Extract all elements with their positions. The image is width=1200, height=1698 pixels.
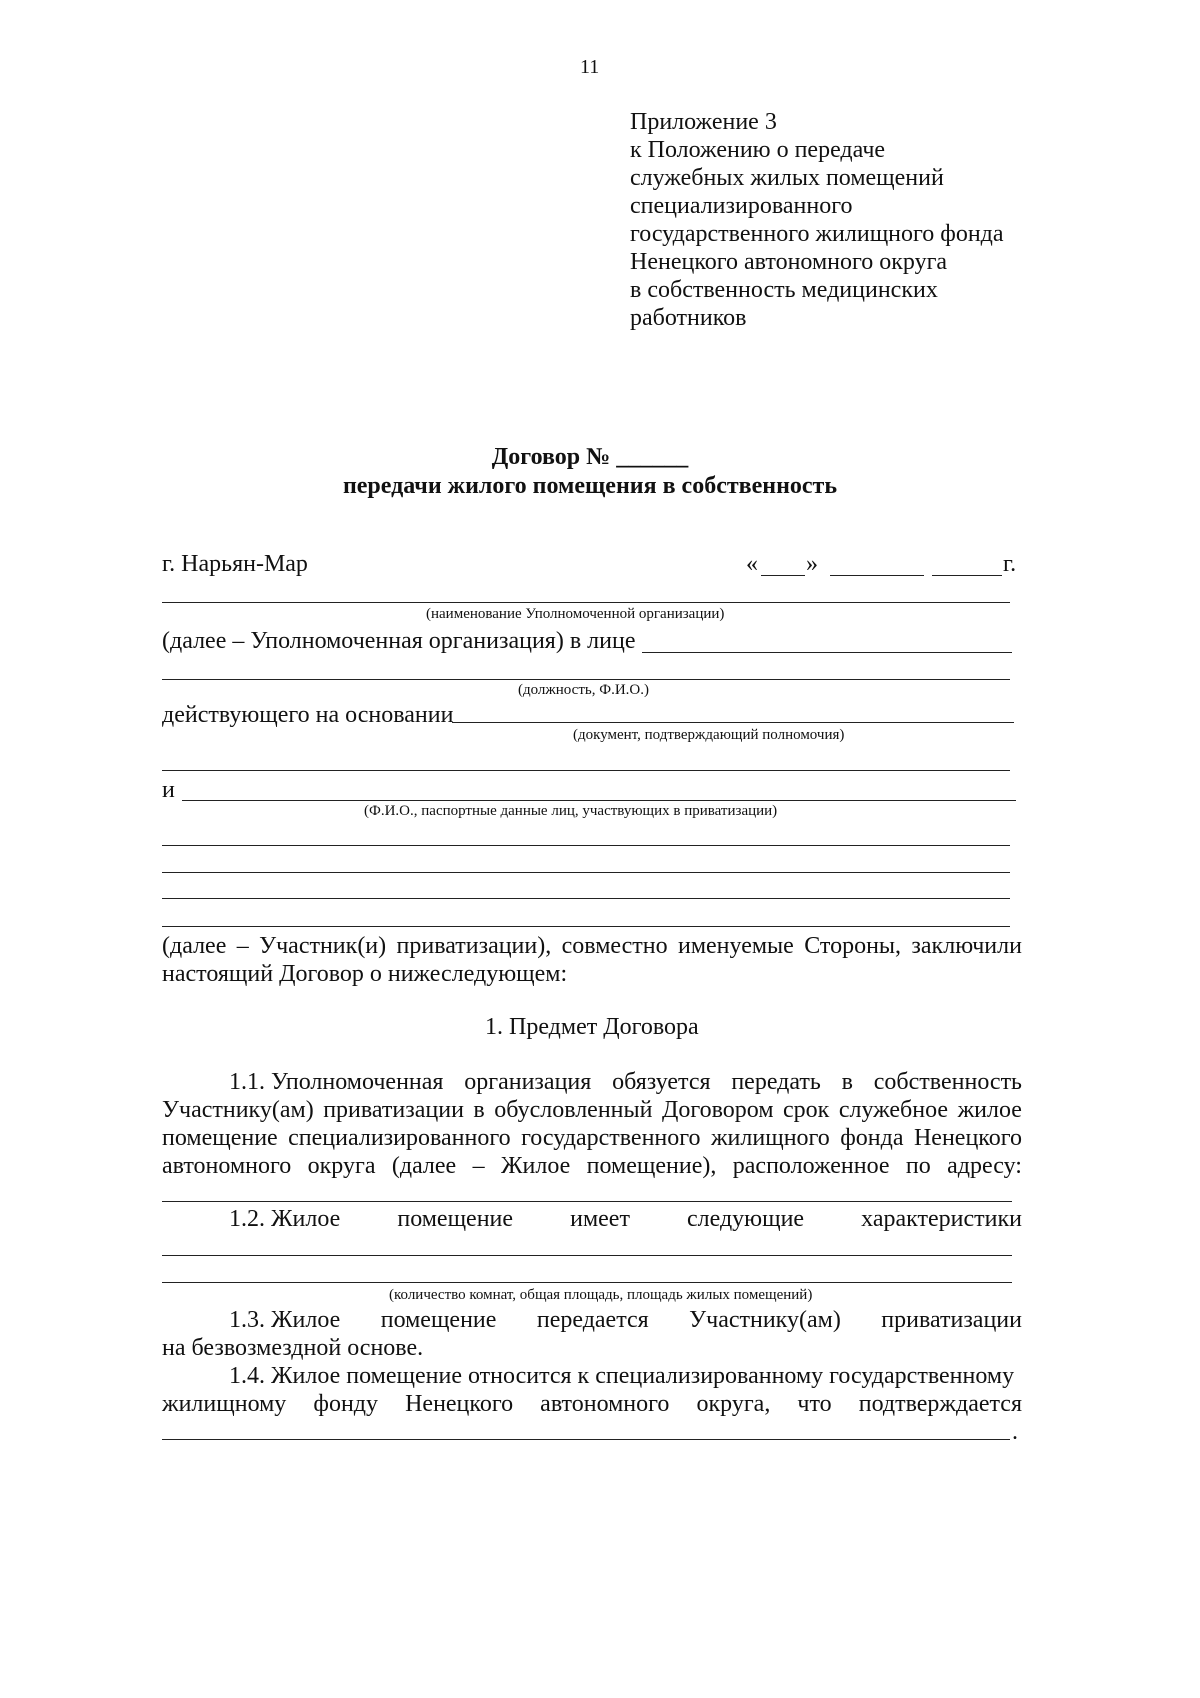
word: 1.3. Жилое [229, 1307, 341, 1333]
date-quote-open: « [746, 551, 758, 577]
organization-name-line[interactable] [162, 602, 1010, 603]
word: – [472, 1153, 485, 1179]
clause-1-4-line-2 [162, 1390, 1022, 1418]
word: приватизации [323, 1097, 464, 1123]
clause-1-4-line-1: 1.4. Жилое помещение относится к специализированному государственному [229, 1363, 1015, 1389]
closing-period: . [1012, 1419, 1018, 1445]
word: Участнику(ам) [162, 1097, 314, 1123]
word: Стороны, [804, 933, 902, 959]
caption-organization: (наименование Уполномоченной организации) [426, 606, 725, 622]
word: по [905, 1153, 931, 1179]
place: г. Нарьян-Мар [162, 551, 308, 577]
word: Жилое [501, 1153, 571, 1179]
caption-position: (должность, Ф.И.О.) [518, 682, 649, 698]
parties-line-2: настоящий Договор о нижеследующем: [162, 961, 568, 987]
caption-persons: (Ф.И.О., паспортные данные лиц, участвующих в приватизации) [364, 803, 778, 819]
word: помещение [162, 1125, 278, 1151]
word: именуемые [678, 933, 794, 959]
day-blank[interactable] [761, 575, 805, 576]
characteristics-line-2[interactable] [162, 1282, 1012, 1283]
word: передать [731, 1069, 821, 1095]
word: Ненецкого [405, 1391, 514, 1417]
clause-1-1-line-4 [162, 1152, 1022, 1180]
word: обусловленный [494, 1097, 653, 1123]
word: приватизации), [396, 933, 552, 959]
appendix-line: государственного жилищного фонда [630, 221, 1004, 247]
word: помещение), [586, 1153, 717, 1179]
contract-title: Договор № ______ [491, 444, 689, 470]
word: фонда [840, 1125, 904, 1151]
word: срок [783, 1097, 830, 1123]
word: фонду [313, 1391, 378, 1417]
appendix-line: специализированного [630, 193, 853, 219]
clause-1-1-line-1 [229, 1068, 1022, 1096]
clause-1-1-line-2 [162, 1096, 1022, 1124]
appendix-line: служебных жилых помещений [630, 165, 944, 191]
word: адресу: [947, 1153, 1022, 1179]
caption-document: (документ, подтверждающий полномочия) [573, 727, 845, 743]
word: Договором [662, 1097, 774, 1123]
persons-line-5[interactable] [162, 898, 1010, 899]
word: подтверждается [858, 1391, 1022, 1417]
and-label: и [162, 777, 175, 803]
word: обязуется [612, 1069, 711, 1095]
word: характеристики [861, 1206, 1022, 1232]
year-blank[interactable] [932, 575, 1002, 576]
word: собственность [873, 1069, 1022, 1095]
word: (далее [162, 933, 227, 959]
word: жилищному [162, 1391, 287, 1417]
parties-line-1 [162, 932, 1022, 960]
month-blank[interactable] [830, 575, 924, 576]
word: – [236, 933, 249, 959]
year-suffix: г. [1003, 551, 1017, 577]
word: совместно [561, 933, 668, 959]
persons-line-2[interactable] [182, 800, 1016, 801]
clause-1-3 [229, 1306, 1022, 1334]
word: автономного [162, 1153, 292, 1179]
word: расположенное [732, 1153, 890, 1179]
word: (далее [391, 1153, 457, 1179]
word: приватизации [881, 1307, 1022, 1333]
authorized-row-label: (далее – Уполномоченная организация) в лице [162, 628, 636, 654]
word: следующие [687, 1206, 805, 1232]
word: Участник(и) [259, 933, 387, 959]
word: имеет [570, 1206, 630, 1232]
word: жилищного [710, 1125, 830, 1151]
appendix-line: Приложение 3 [630, 109, 777, 135]
word: передается [536, 1307, 649, 1333]
word: жилое [957, 1097, 1022, 1123]
representative-line[interactable] [642, 652, 1012, 653]
persons-line-1[interactable] [162, 770, 1010, 771]
word: Ненецкого [913, 1125, 1022, 1151]
address-line[interactable] [162, 1201, 1012, 1202]
word: помещение [380, 1307, 497, 1333]
appendix-line: в собственность медицинских [630, 277, 938, 303]
appendix-line: Ненецкого автономного округа [630, 249, 948, 275]
word: автономного [540, 1391, 670, 1417]
word: в [473, 1097, 485, 1123]
word: организация [464, 1069, 592, 1095]
basis-row-label: действующего на основании [162, 702, 454, 728]
appendix-line: к Положению о передаче [630, 137, 886, 163]
word: 1.2. Жилое [229, 1206, 341, 1232]
contract-subtitle: передачи жилого помещения в собственность [342, 473, 838, 499]
characteristics-line-1[interactable] [162, 1255, 1012, 1256]
word: служебное [838, 1097, 949, 1123]
word: государственного [521, 1125, 701, 1151]
word: специализированного [288, 1125, 511, 1151]
section-heading: 1. Предмет Договора [485, 1014, 699, 1040]
confirmation-line[interactable] [162, 1439, 1010, 1440]
representative-line-2[interactable] [162, 679, 1010, 680]
word: округа [307, 1153, 376, 1179]
persons-line-3[interactable] [162, 845, 1010, 846]
word: помещение [397, 1206, 514, 1232]
basis-document-line[interactable] [452, 722, 1014, 723]
word: заключили [911, 933, 1022, 959]
word: округа, [696, 1391, 771, 1417]
word: 1.1. Уполномоченная [229, 1069, 444, 1095]
word: Участнику(ам) [689, 1307, 841, 1333]
clause-1-2 [229, 1205, 1022, 1233]
persons-line-6[interactable] [162, 926, 1010, 927]
word: что [797, 1391, 832, 1417]
word: в [841, 1069, 853, 1095]
appendix-line: работников [630, 305, 747, 331]
caption-characteristics: (количество комнат, общая площадь, площадь жилых помещений) [389, 1287, 813, 1303]
clause-1-3-line-2: на безвозмездной основе. [162, 1335, 424, 1361]
page-number: 11 [580, 56, 600, 78]
date-quote-close: » [806, 551, 818, 577]
persons-line-4[interactable] [162, 872, 1010, 873]
clause-1-1-line-3 [162, 1124, 1022, 1152]
